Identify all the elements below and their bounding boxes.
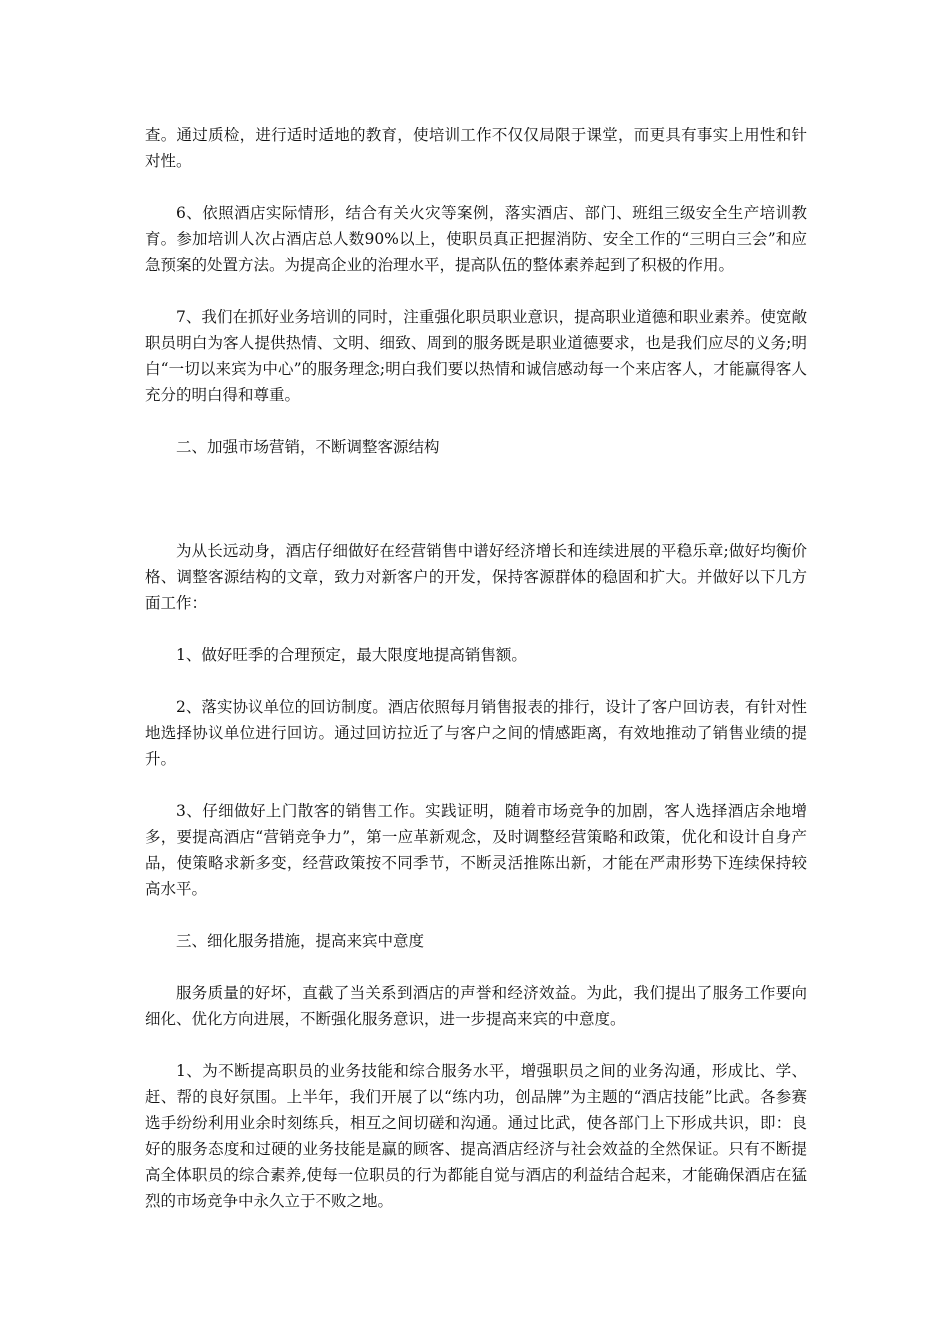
- section-heading-2: 二、加强市场营销，不断调整客源结构: [176, 438, 440, 456]
- paragraph-item-6: 6、依照酒店实际情形，结合有关火灾等案例，落实酒店、部门、班组三级安全生产培训教育。参加培训人次占酒店总人数90%以上，使职员真正把握消防、安全工作的“三明白三会”和应急预案的处置方法。为提高企业的治理水平，提高队伍的整体素养起到了积极的作用。: [145, 204, 807, 274]
- paragraph-marketing-2: 2、落实协议单位的回访制度。酒店依照每月销售报表的排行，设计了客户回访表，有针对性地选择协议单位进行回访。通过回访拉近了与客户之间的情感距离，有效地推动了销售业绩的提升。: [145, 698, 807, 768]
- paragraph-intro-service: 服务质量的好坏，直截了当关系到酒店的声誉和经济效益。为此，我们提出了服务工作要向细化、优化方向进展，不断强化服务意识，进一步提高来宾的中意度。: [145, 984, 807, 1028]
- paragraph-intro-marketing: 为从长远动身，酒店仔细做好在经营销售中谱好经济增长和连续进展的平稳乐章;做好均衡价格、调整客源结构的文章，致力对新客户的开发，保持客源群体的稳固和扩大。并做好以下几方面工作：: [145, 542, 807, 612]
- paragraph-continuation: 查。通过质检，进行适时适地的教育，使培训工作不仅仅局限于课堂，而更具有事实上用性和针对性。: [145, 126, 807, 170]
- document-body: [145, 122, 807, 1240]
- paragraph-service-1: 1、为不断提高职员的业务技能和综合服务水平，增强职员之间的业务沟通，形成比、学、赶、帮的良好氛围。上半年，我们开展了以“练内功，创品牌”为主题的“酒店技能”比武。各参赛选手纷纷利用业余时刻练兵，相互之间切磋和沟通。通过比武，使各部门上下形成共识，即：良好的服务态度和过硬的业务技能是赢的顾客、提高酒店经济与社会效益的全然保证。只有不断提高全体职员的综合素养,使每一位职员的行为都能自觉与酒店的利益结合起来，才能确保酒店在猛烈的市场竞争中永久立于不败之地。: [145, 1062, 807, 1210]
- section-heading-3: 三、细化服务措施，提高来宾中意度: [176, 932, 425, 950]
- paragraph-marketing-3: 3、仔细做好上门散客的销售工作。实践证明，随着市场竞争的加剧，客人选择酒店余地增多，要提高酒店“营销竞争力”，第一应革新观念，及时调整经营策略和政策，优化和设计自身产品，使策略求新多变，经营政策按不同季节，不断灵活推陈出新，才能在严肃形势下连续保持较高水平。: [145, 802, 807, 898]
- paragraph-item-7: 7、我们在抓好业务培训的同时，注重强化职员职业意识，提高职业道德和职业素养。使宽敞职员明白为客人提供热情、文明、细致、周到的服务既是职业道德要求，也是我们应尽的义务;明白“一切以来宾为中心”的服务理念;明白我们要以热情和诚信感动每一个来店客人，才能赢得客人充分的明白得和尊重。: [145, 308, 807, 404]
- paragraph-marketing-1: 1、做好旺季的合理预定，最大限度地提高销售额。: [176, 646, 527, 664]
